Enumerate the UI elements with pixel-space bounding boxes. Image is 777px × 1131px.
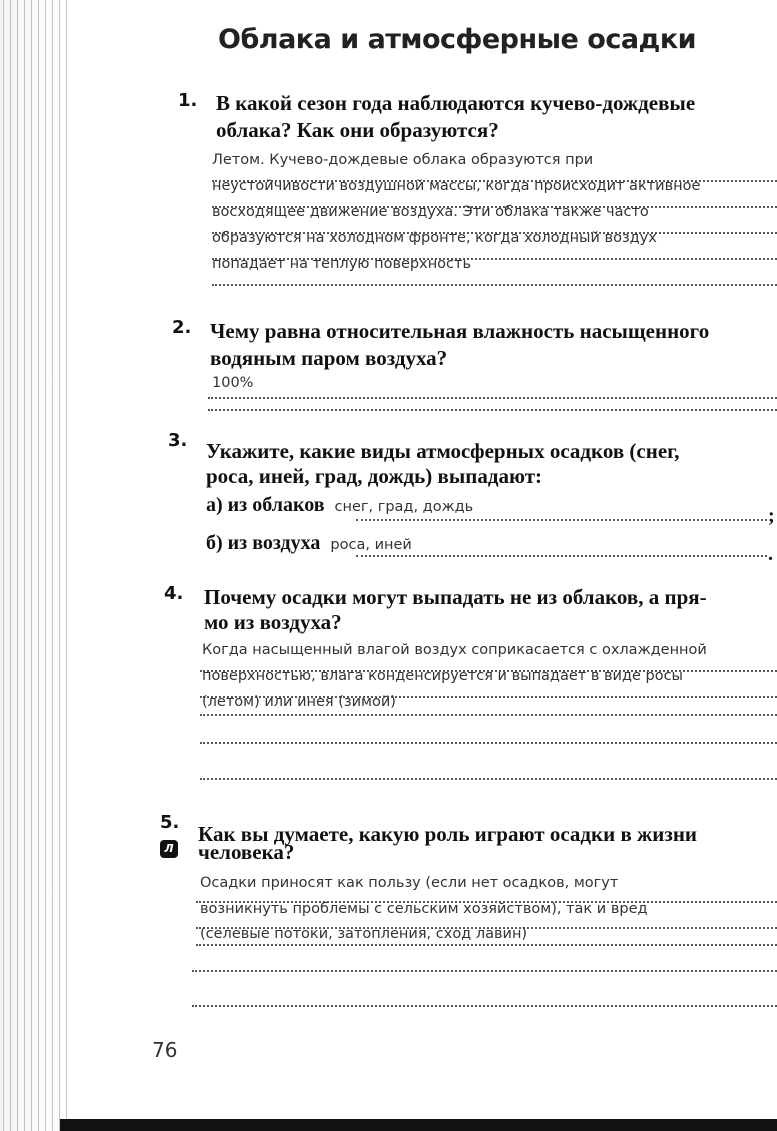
- question-5-number: 5.: [160, 812, 180, 833]
- answer-line: [200, 714, 777, 716]
- answer-3a: снег, град, дождь: [334, 499, 474, 515]
- answer-5-line-2: возникнуть проблемы с сельским хозяйством), так и вред: [200, 901, 648, 917]
- question-4-line-1: Почему осадки могут выпадать не из облаков, а пря-: [204, 585, 707, 609]
- answer-4-line-3: (летом) или инея (зимой): [202, 694, 396, 710]
- answer-1-line-2: неустойчивости воздушной массы, когда происходит активное: [212, 178, 701, 194]
- answer-2-line-1: 100%: [212, 375, 254, 391]
- answer-line: [200, 742, 777, 744]
- answer-1-line-5: попадает на теплую поверхность: [212, 256, 472, 272]
- answer-line: [356, 555, 767, 557]
- question-3a-end: ;: [768, 505, 775, 527]
- answer-4-line-1: Когда насыщенный влагой воздух соприкасается с охлажденной: [202, 642, 707, 658]
- answer-1-line-4: образуются на холодном фронте, когда холодный воздух: [212, 230, 657, 246]
- answer-5-line-3: (селевые потоки, затопления, сход лавин): [200, 926, 528, 942]
- question-3-number: 3.: [168, 430, 188, 451]
- question-2-line-1: Чему равна относительная влажность насыщенного: [210, 319, 710, 343]
- question-1-line-2: облака? Как они образуются?: [216, 118, 499, 142]
- answer-5-line-1: Осадки приносят как пользу (если нет осадков, могут: [200, 875, 619, 891]
- question-5-line-1: Как вы думаете, какую роль играют осадки в жизни: [198, 822, 698, 846]
- page-number: 76: [152, 1038, 178, 1062]
- answer-3b: роса, иней: [330, 537, 412, 553]
- answer-line: [356, 519, 767, 521]
- question-5-line-2: человека?: [198, 840, 295, 864]
- answer-line: [192, 1005, 777, 1007]
- question-3-line-1: Укажите, какие виды атмосферных осадков (снег,: [206, 439, 680, 463]
- question-1-number: 1.: [178, 90, 198, 111]
- answer-line: [208, 397, 777, 399]
- question-3a-row: [206, 494, 473, 517]
- page-title: Облака и атмосферные осадки: [218, 24, 697, 55]
- book-binding-edge: [0, 0, 72, 1131]
- question-4-line-2: мо из воздуха?: [204, 610, 342, 634]
- question-3b-row: [206, 532, 412, 555]
- question-2-line-2: водяным паром воздуха?: [210, 346, 448, 370]
- answer-line: [200, 778, 777, 780]
- page-bottom-edge: [60, 1119, 777, 1131]
- question-4-number: 4.: [164, 583, 184, 604]
- competency-badge: Л: [160, 840, 178, 858]
- question-3-line-2: роса, иней, град, дождь) выпадают:: [206, 464, 543, 488]
- question-3b-label: б) из воздуха: [206, 532, 321, 554]
- answer-line: [208, 409, 777, 411]
- answer-line: [192, 970, 777, 972]
- question-3a-label: а) из облаков: [206, 494, 325, 516]
- question-2-number: 2.: [172, 317, 192, 338]
- answer-4-line-2: поверхностью, влага конденсируется и выпадает в виде росы: [202, 668, 683, 684]
- answer-line: [196, 944, 777, 946]
- question-3b-end: .: [768, 543, 773, 565]
- question-1-line-1: В какой сезон года наблюдаются кучево-дождевые: [216, 91, 696, 115]
- answer-1-line-3: восходящее движение воздуха. Эти облака также часто: [212, 204, 649, 220]
- answer-1-line-1: Летом. Кучево-дождевые облака образуются при: [212, 152, 594, 168]
- answer-line: [212, 284, 777, 286]
